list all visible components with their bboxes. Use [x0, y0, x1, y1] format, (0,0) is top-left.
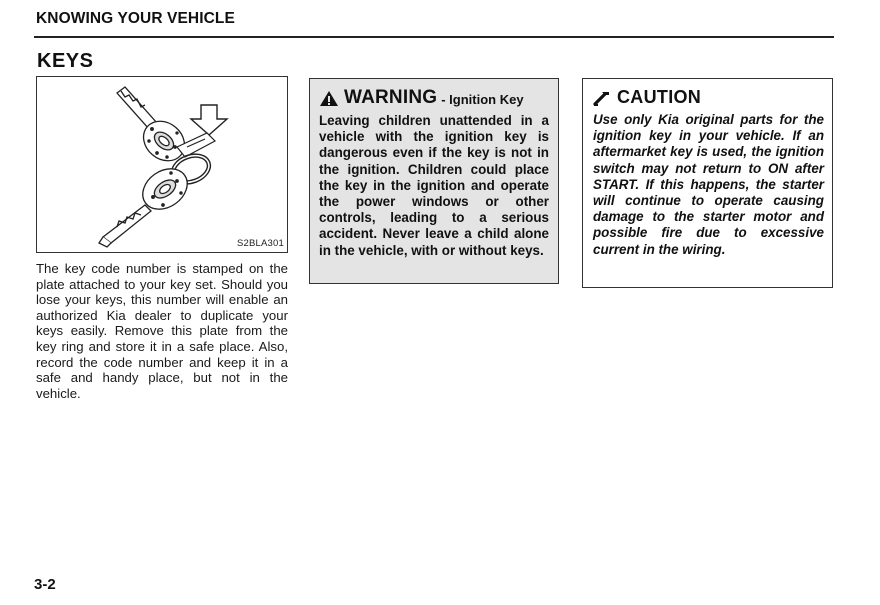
header-rule	[34, 36, 834, 38]
warning-triangle-icon	[319, 90, 339, 107]
figure-code: S2BLA301	[236, 238, 284, 249]
caution-wrench-icon	[593, 90, 611, 106]
warning-title	[319, 87, 549, 109]
upper-key-icon	[117, 87, 192, 169]
page-number: 3-2	[34, 576, 56, 593]
key-illustration-figure	[36, 76, 288, 253]
keys-illustration	[37, 77, 287, 252]
caution-label: CAUTION	[617, 87, 702, 107]
lower-key-icon	[99, 160, 195, 247]
down-arrow-icon	[191, 105, 227, 135]
warning-subtitle: - Ignition Key	[441, 92, 524, 107]
key-code-paragraph: The key code number is stamped on the plate attached to your key set. Should you lose your keys, this number will enable an authorized Kia dealer to duplicate your keys easily. Remove this plate from the key ring and store it in a safe place. Also, record the code number and keep it in a safe and handy place, but not in the vehicle.	[36, 261, 288, 401]
caution-text: Use only Kia original parts for the ignition key in your vehicle. If an aftermarket key is used, the ignition switch may not return to ON after START. If this happens, the starter will continue to operate causing damage to the starter motor and possible fire due to excessive current in the wiring.	[593, 112, 824, 257]
section-header: KNOWING YOUR VEHICLE	[36, 10, 235, 27]
warning-text: Leaving children unattended in a vehicle with the ignition key is dangerous even if the key is not in the ignition. Children could place the key in the ignition and operate the power windows or other controls, leading to a serious accident. Never leave a child alone in the vehicle, with or without keys.	[319, 113, 549, 258]
warning-label: WARNING	[344, 87, 438, 108]
caution-title	[593, 87, 824, 108]
caution-box	[582, 78, 833, 288]
warning-box	[309, 78, 559, 284]
page-title: KEYS	[37, 50, 94, 72]
